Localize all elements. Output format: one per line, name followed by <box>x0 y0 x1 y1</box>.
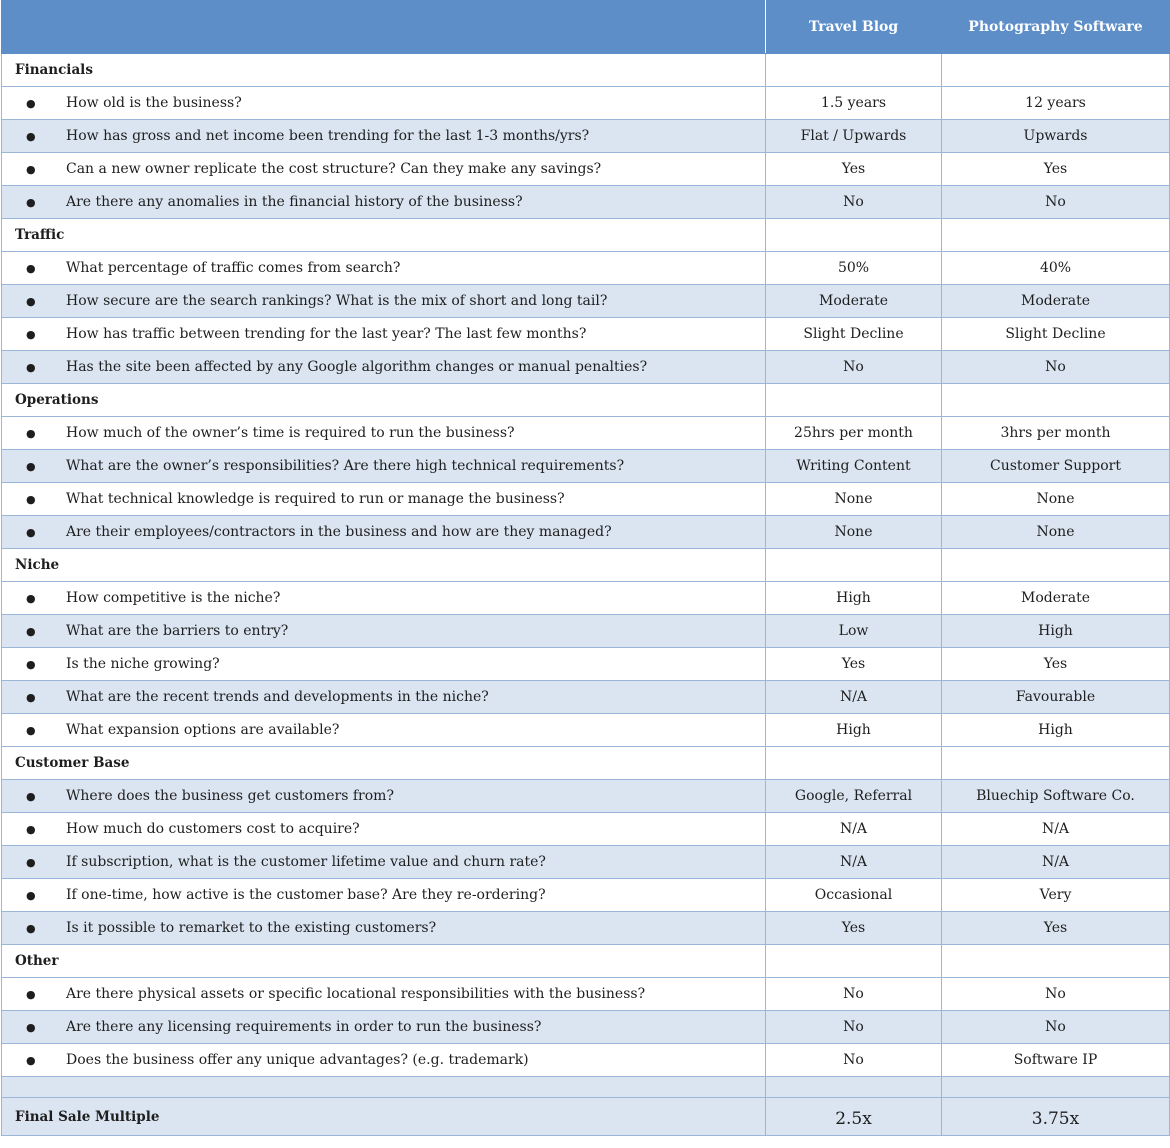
table-row <box>2 285 1170 318</box>
header-row <box>2 1 1170 54</box>
question-cell <box>2 417 766 450</box>
travel-blog-value: No <box>766 978 942 1011</box>
bullet-icon: ● <box>26 922 36 935</box>
final-sale-multiple-label: Final Sale Multiple <box>2 1098 766 1136</box>
question-text: Is it possible to remarket to the existing customers? <box>66 920 437 936</box>
table-row <box>2 780 1170 813</box>
section-title: Customer Base <box>2 747 766 780</box>
table-row <box>2 1044 1170 1077</box>
photography-software-value: Moderate <box>942 285 1170 318</box>
question-text: Where does the business get customers from? <box>66 788 394 804</box>
travel-blog-value: Slight Decline <box>766 318 942 351</box>
travel-blog-value: N/A <box>766 681 942 714</box>
table-row <box>2 120 1170 153</box>
question-cell <box>2 351 766 384</box>
photography-software-value: Yes <box>942 153 1170 186</box>
table-row <box>2 153 1170 186</box>
table-row <box>2 978 1170 1011</box>
question-text: How secure are the search rankings? What is the mix of short and long tail? <box>66 293 608 309</box>
section-header-niche <box>2 549 1170 582</box>
question-text: Does the business offer any unique advantages? (e.g. trademark) <box>66 1052 529 1068</box>
bullet-icon: ● <box>26 1054 36 1067</box>
question-cell <box>2 450 766 483</box>
travel-blog-value: N/A <box>766 846 942 879</box>
travel-blog-value: Moderate <box>766 285 942 318</box>
question-text: How competitive is the niche? <box>66 590 281 606</box>
question-text: How has traffic between trending for the last year? The last few months? <box>66 326 587 342</box>
bullet-icon: ● <box>26 988 36 1001</box>
question-cell <box>2 120 766 153</box>
photography-software-value: Favourable <box>942 681 1170 714</box>
question-cell <box>2 318 766 351</box>
bullet-icon: ● <box>26 625 36 638</box>
table-row <box>2 582 1170 615</box>
bullet-icon: ● <box>26 823 36 836</box>
table-row <box>2 186 1170 219</box>
bullet-icon: ● <box>26 361 36 374</box>
photography-software-value: Upwards <box>942 120 1170 153</box>
travel-blog-value: No <box>766 351 942 384</box>
travel-blog-value: 1.5 years <box>766 87 942 120</box>
travel-blog-value: High <box>766 714 942 747</box>
spacer-row <box>2 1077 1170 1098</box>
header-blank-cell <box>2 1 766 54</box>
question-cell <box>2 879 766 912</box>
travel-blog-value: Yes <box>766 153 942 186</box>
question-text: What technical knowledge is required to run or manage the business? <box>66 491 565 507</box>
question-text: Are their employees/contractors in the business and how are they managed? <box>66 524 612 540</box>
question-text: What are the owner’s responsibilities? Are there high technical requirements? <box>66 458 625 474</box>
photography-software-value: Customer Support <box>942 450 1170 483</box>
table-row <box>2 846 1170 879</box>
photography-software-value: 3hrs per month <box>942 417 1170 450</box>
table-row <box>2 483 1170 516</box>
question-cell <box>2 483 766 516</box>
photography-software-value: No <box>942 978 1170 1011</box>
travel-blog-value: Writing Content <box>766 450 942 483</box>
bullet-icon: ● <box>26 196 36 209</box>
question-text: Has the site been affected by any Google algorithm changes or manual penalties? <box>66 359 648 375</box>
photography-software-value: No <box>942 1011 1170 1044</box>
table-row <box>2 351 1170 384</box>
bullet-icon: ● <box>26 658 36 671</box>
table-row <box>2 450 1170 483</box>
question-cell <box>2 516 766 549</box>
question-cell <box>2 87 766 120</box>
question-cell <box>2 1044 766 1077</box>
final-multiple-photography-software: 3.75x <box>942 1098 1170 1136</box>
bullet-icon: ● <box>26 130 36 143</box>
photography-software-value: Yes <box>942 912 1170 945</box>
photography-software-value: Bluechip Software Co. <box>942 780 1170 813</box>
bullet-icon: ● <box>26 790 36 803</box>
section-header-financials <box>2 54 1170 87</box>
photography-software-value: 40% <box>942 252 1170 285</box>
table-row <box>2 252 1170 285</box>
header-photography-software: Photography Software <box>942 1 1170 54</box>
table-row <box>2 681 1170 714</box>
table-body <box>2 54 1170 1077</box>
comparison-table <box>1 0 1170 1136</box>
final-sale-multiple-row <box>2 1098 1170 1136</box>
photography-software-value: None <box>942 516 1170 549</box>
question-cell <box>2 285 766 318</box>
photography-software-value: No <box>942 351 1170 384</box>
travel-blog-value: High <box>766 582 942 615</box>
travel-blog-value: 50% <box>766 252 942 285</box>
table-row <box>2 813 1170 846</box>
travel-blog-value: Yes <box>766 912 942 945</box>
travel-blog-value: Google, Referral <box>766 780 942 813</box>
question-text: Are there physical assets or specific locational responsibilities with the business? <box>66 986 646 1002</box>
photography-software-value: N/A <box>942 846 1170 879</box>
section-title: Other <box>2 945 766 978</box>
photography-software-value: High <box>942 615 1170 648</box>
bullet-icon: ● <box>26 427 36 440</box>
question-text: How old is the business? <box>66 95 242 111</box>
photography-software-value: Yes <box>942 648 1170 681</box>
section-header-other <box>2 945 1170 978</box>
table-row <box>2 879 1170 912</box>
bullet-icon: ● <box>26 691 36 704</box>
table-row <box>2 516 1170 549</box>
bullet-icon: ● <box>26 460 36 473</box>
question-cell <box>2 615 766 648</box>
photography-software-value: None <box>942 483 1170 516</box>
bullet-icon: ● <box>26 592 36 605</box>
table-row <box>2 912 1170 945</box>
question-cell <box>2 978 766 1011</box>
question-text: What expansion options are available? <box>66 722 340 738</box>
travel-blog-value: No <box>766 186 942 219</box>
table-row <box>2 714 1170 747</box>
section-header-operations <box>2 384 1170 417</box>
question-cell <box>2 813 766 846</box>
section-title: Operations <box>2 384 766 417</box>
question-text: Are there any licensing requirements in order to run the business? <box>66 1019 542 1035</box>
question-cell <box>2 582 766 615</box>
table-row <box>2 648 1170 681</box>
question-cell <box>2 912 766 945</box>
question-text: Is the niche growing? <box>66 656 220 672</box>
question-cell <box>2 846 766 879</box>
question-cell <box>2 714 766 747</box>
question-cell <box>2 252 766 285</box>
question-cell <box>2 681 766 714</box>
section-title: Traffic <box>2 219 766 252</box>
question-text: Can a new owner replicate the cost structure? Can they make any savings? <box>66 161 602 177</box>
bullet-icon: ● <box>26 163 36 176</box>
travel-blog-value: 25hrs per month <box>766 417 942 450</box>
travel-blog-value: Low <box>766 615 942 648</box>
question-text: If one-time, how active is the customer base? Are they re-ordering? <box>66 887 546 903</box>
travel-blog-value: Yes <box>766 648 942 681</box>
bullet-icon: ● <box>26 97 36 110</box>
question-text: What are the barriers to entry? <box>66 623 289 639</box>
question-text: Are there any anomalies in the financial history of the business? <box>66 194 523 210</box>
question-cell <box>2 1011 766 1044</box>
travel-blog-value: None <box>766 483 942 516</box>
bullet-icon: ● <box>26 328 36 341</box>
travel-blog-value: No <box>766 1044 942 1077</box>
header-travel-blog: Travel Blog <box>766 1 942 54</box>
table-row <box>2 615 1170 648</box>
table-row <box>2 417 1170 450</box>
photography-software-value: High <box>942 714 1170 747</box>
section-header-customer-base <box>2 747 1170 780</box>
photography-software-value: Software IP <box>942 1044 1170 1077</box>
travel-blog-value: No <box>766 1011 942 1044</box>
section-title: Financials <box>2 54 766 87</box>
bullet-icon: ● <box>26 724 36 737</box>
bullet-icon: ● <box>26 295 36 308</box>
table-row <box>2 87 1170 120</box>
question-text: What percentage of traffic comes from search? <box>66 260 401 276</box>
photography-software-value: Moderate <box>942 582 1170 615</box>
question-text: How much of the owner’s time is required to run the business? <box>66 425 515 441</box>
travel-blog-value: Flat / Upwards <box>766 120 942 153</box>
question-cell <box>2 153 766 186</box>
bullet-icon: ● <box>26 1021 36 1034</box>
bullet-icon: ● <box>26 889 36 902</box>
question-text: How has gross and net income been trending for the last 1-3 months/yrs? <box>66 128 590 144</box>
bullet-icon: ● <box>26 856 36 869</box>
travel-blog-value: N/A <box>766 813 942 846</box>
table-row <box>2 1011 1170 1044</box>
bullet-icon: ● <box>26 526 36 539</box>
question-text: If subscription, what is the customer lifetime value and churn rate? <box>66 854 546 870</box>
section-header-traffic <box>2 219 1170 252</box>
photography-software-value: N/A <box>942 813 1170 846</box>
bullet-icon: ● <box>26 262 36 275</box>
question-cell <box>2 780 766 813</box>
photography-software-value: No <box>942 186 1170 219</box>
question-text: What are the recent trends and developments in the niche? <box>66 689 489 705</box>
travel-blog-value: None <box>766 516 942 549</box>
table-row <box>2 318 1170 351</box>
question-cell <box>2 186 766 219</box>
section-title: Niche <box>2 549 766 582</box>
photography-software-value: Slight Decline <box>942 318 1170 351</box>
photography-software-value: Very <box>942 879 1170 912</box>
question-cell <box>2 648 766 681</box>
question-text: How much do customers cost to acquire? <box>66 821 360 837</box>
bullet-icon: ● <box>26 493 36 506</box>
final-multiple-travel-blog: 2.5x <box>766 1098 942 1136</box>
photography-software-value: 12 years <box>942 87 1170 120</box>
travel-blog-value: Occasional <box>766 879 942 912</box>
